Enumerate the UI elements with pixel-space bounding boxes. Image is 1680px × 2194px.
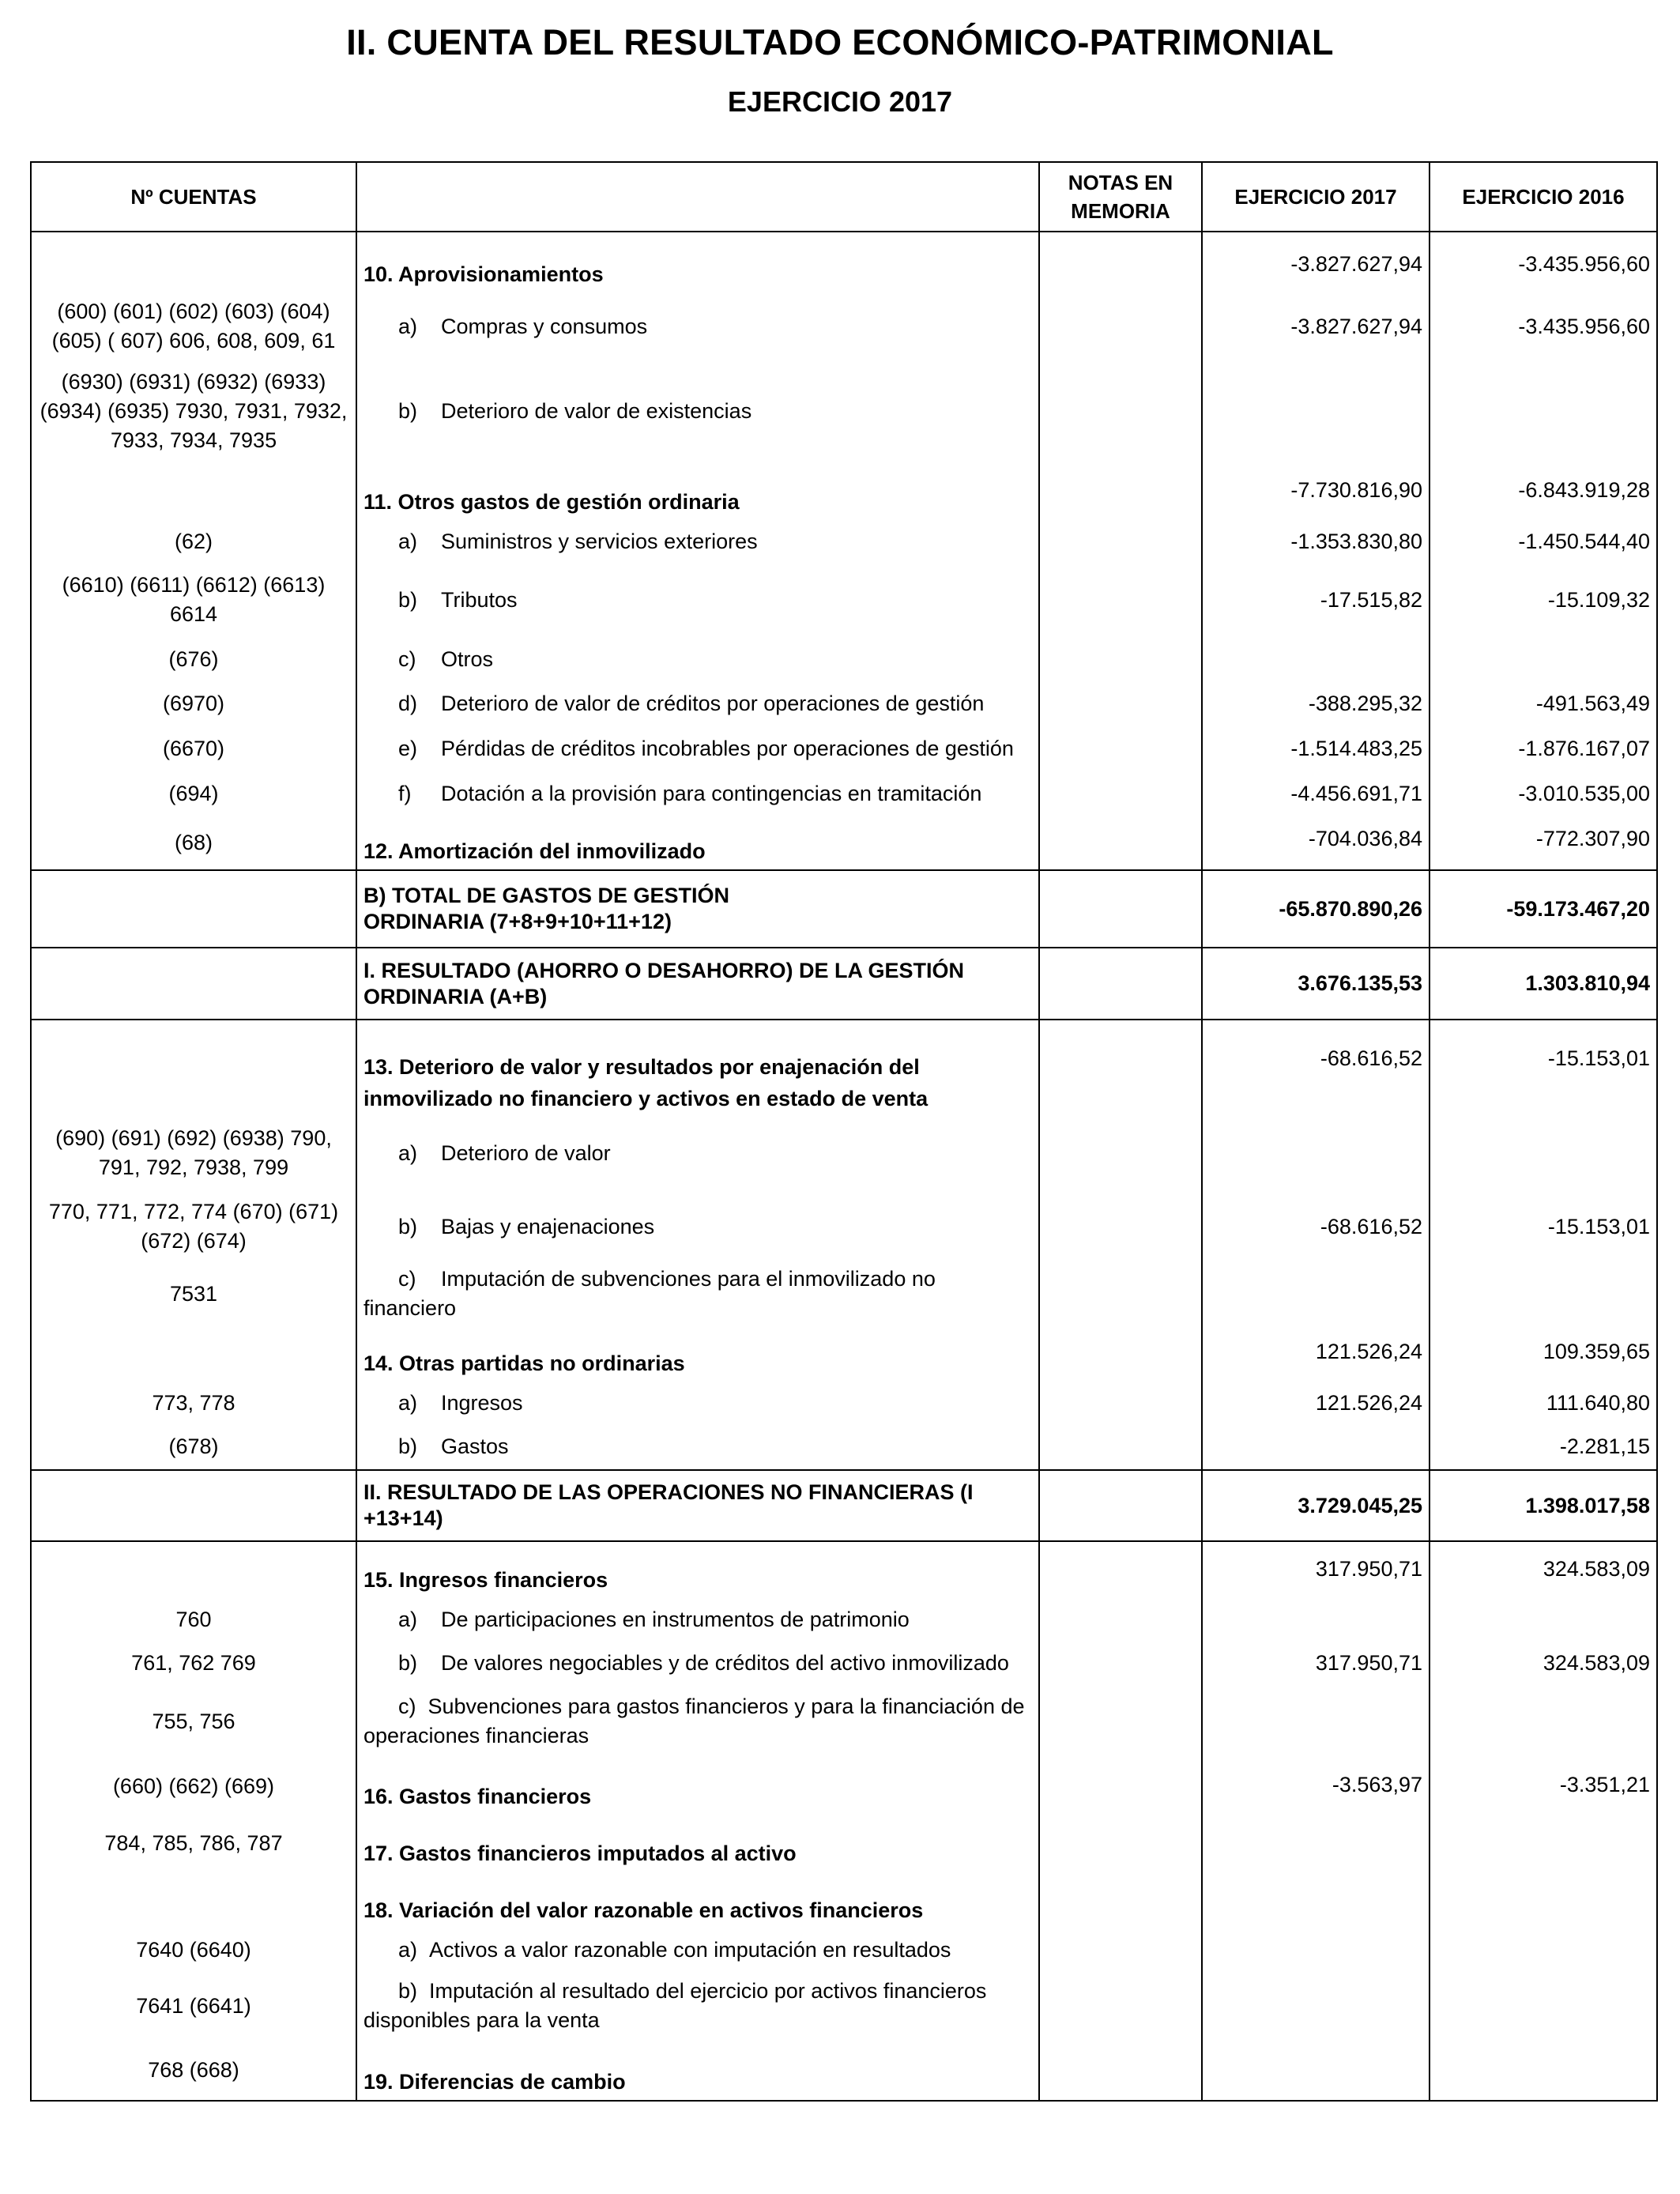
item-description (356, 1424, 1039, 1470)
value-2017: -3.563,97 (1202, 1758, 1430, 1815)
item-text: Deterioro de valor (441, 1140, 611, 1165)
account-cell: (6930) (6931) (6932) (6933) (6934) (6935) 7930, 7931, 7932, 7933, 7934, 7935 (31, 360, 356, 462)
value-2016: -772.307,90 (1430, 816, 1657, 870)
account-cell (31, 1470, 356, 1541)
item-description (356, 1598, 1039, 1641)
item-label: b) (398, 1650, 418, 1675)
notes-cell (1039, 1598, 1202, 1641)
item-description (356, 681, 1039, 726)
value-2017 (1202, 1598, 1430, 1641)
notes-cell (1039, 1928, 1202, 1971)
item-text: Subvenciones para gastos financieros y para la financiación de operaciones financieras (363, 1695, 1025, 1747)
table-row (31, 771, 1657, 816)
value-2017: -1.353.830,80 (1202, 520, 1430, 563)
table-header-row (31, 162, 1657, 232)
table-row (31, 1020, 1657, 1118)
table-row (31, 726, 1657, 771)
table-row (31, 462, 1657, 520)
account-cell: (690) (691) (692) (6938) 790, 791, 792, 7938, 799 (31, 1118, 356, 1189)
table-row (31, 520, 1657, 563)
item-label: a) (398, 1140, 418, 1165)
value-2017 (1202, 1424, 1430, 1470)
value-2016: -3.010.535,00 (1430, 771, 1657, 816)
item-label: c) (398, 1267, 416, 1291)
value-2017: -388.295,32 (1202, 681, 1430, 726)
item-label: b) (398, 1979, 418, 2003)
notes-cell (1039, 1541, 1202, 1598)
notes-cell (1039, 1641, 1202, 1685)
table-row (31, 681, 1657, 726)
table-row (31, 1541, 1657, 1598)
value-2017: 317.950,71 (1202, 1641, 1430, 1685)
value-2016: -1.876.167,07 (1430, 726, 1657, 771)
item-label: a) (398, 314, 418, 338)
value-2016: -15.109,32 (1430, 563, 1657, 637)
notes-cell (1039, 1265, 1202, 1323)
value-2016 (1430, 637, 1657, 681)
table-row (31, 1872, 1657, 1928)
item-label: b) (398, 1434, 418, 1458)
item-description (356, 1382, 1039, 1424)
value-2016: 111.640,80 (1430, 1382, 1657, 1424)
notes-cell (1039, 1323, 1202, 1382)
notes-cell (1039, 520, 1202, 563)
value-2017: -704.036,84 (1202, 816, 1430, 870)
item-label: a) (398, 1390, 418, 1415)
value-2017: -17.515,82 (1202, 563, 1430, 637)
account-cell (31, 232, 356, 292)
table-row (31, 948, 1657, 1020)
value-2017: 121.526,24 (1202, 1323, 1430, 1382)
account-cell: (6610) (6611) (6612) (6613) 6614 (31, 563, 356, 637)
value-2016 (1430, 1685, 1657, 1758)
value-2016 (1430, 1118, 1657, 1189)
item-description (356, 1971, 1039, 2041)
value-2017: 3.729.045,25 (1202, 1470, 1430, 1541)
item-label: b) (398, 398, 418, 423)
value-2017 (1202, 1971, 1430, 2041)
section-heading: 18. Variación del valor razonable en activos financieros (356, 1872, 1039, 1928)
notes-cell (1039, 637, 1202, 681)
value-2017 (1202, 1815, 1430, 1872)
account-cell: 755, 756 (31, 1685, 356, 1758)
account-cell (31, 1323, 356, 1382)
account-cell: 784, 785, 786, 787 (31, 1815, 356, 1872)
item-label: b) (398, 1214, 418, 1238)
item-text: De valores negociables y de créditos del activo inmovilizado (441, 1650, 1009, 1675)
item-label: b) (398, 587, 418, 612)
table-row (31, 1424, 1657, 1470)
value-2016: 324.583,09 (1430, 1541, 1657, 1598)
value-2017: -3.827.627,94 (1202, 292, 1430, 360)
value-2016: -15.153,01 (1430, 1020, 1657, 1118)
table-row (31, 1928, 1657, 1971)
page-subtitle: EJERCICIO 2017 (727, 85, 953, 118)
account-cell: (678) (31, 1424, 356, 1470)
account-cell: (68) (31, 816, 356, 870)
value-2017 (1202, 1928, 1430, 1971)
account-cell: 770, 771, 772, 774 (670) (671) (672) (674) (31, 1189, 356, 1265)
page-title: II. CUENTA DEL RESULTADO ECONÓMICO-PATRIMONIAL (346, 22, 1334, 62)
item-label: d) (398, 692, 418, 715)
item-text: Gastos (441, 1434, 509, 1458)
total-heading: B) TOTAL DE GASTOS DE GESTIÓN ORDINARIA (7+8+9+10+11+12) (356, 870, 1039, 948)
account-cell: 773, 778 (31, 1382, 356, 1424)
value-2016: 109.359,65 (1430, 1323, 1657, 1382)
value-2016 (1430, 360, 1657, 462)
value-2016 (1430, 1928, 1657, 1971)
notes-cell (1039, 1685, 1202, 1758)
value-2016: 324.583,09 (1430, 1641, 1657, 1685)
result-table (30, 161, 1658, 2102)
item-text: Bajas y enajenaciones (441, 1214, 655, 1238)
account-cell: (694) (31, 771, 356, 816)
value-2017: -3.827.627,94 (1202, 232, 1430, 292)
value-2016: 1.398.017,58 (1430, 1470, 1657, 1541)
item-label: c) (398, 1695, 416, 1718)
account-cell: (600) (601) (602) (603) (604) (605) ( 607) 606, 608, 609, 61 (31, 292, 356, 360)
notes-cell (1039, 360, 1202, 462)
table-row (31, 1758, 1657, 1815)
item-description (356, 1928, 1039, 1971)
item-text: Deterioro de valor de existencias (441, 398, 752, 423)
table-row (31, 1189, 1657, 1265)
item-description (356, 360, 1039, 462)
value-2017 (1202, 1685, 1430, 1758)
total-heading: I. RESULTADO (AHORRO O DESAHORRO) DE LA GESTIÓN ORDINARIA (A+B) (356, 948, 1039, 1020)
section-heading: 17. Gastos financieros imputados al activo (356, 1815, 1039, 1872)
section-heading: 15. Ingresos financieros (356, 1541, 1039, 1598)
table-row (31, 1815, 1657, 1872)
notes-cell (1039, 1382, 1202, 1424)
value-2017 (1202, 637, 1430, 681)
item-text: Imputación de subvenciones para el inmovilizado no financiero (363, 1267, 936, 1320)
value-2017: -65.870.890,26 (1202, 870, 1430, 948)
value-2016: -1.450.544,40 (1430, 520, 1657, 563)
item-description (356, 637, 1039, 681)
total-heading: II. RESULTADO DE LAS OPERACIONES NO FINANCIERAS (I +13+14) (356, 1470, 1039, 1541)
table-row (31, 1382, 1657, 1424)
value-2016: -3.435.956,60 (1430, 292, 1657, 360)
account-cell (31, 948, 356, 1020)
account-cell: (6970) (31, 681, 356, 726)
table-row (31, 1598, 1657, 1641)
header-cuentas: Nº CUENTAS (31, 162, 356, 232)
item-description (356, 1641, 1039, 1685)
item-text: De participaciones en instrumentos de patrimonio (441, 1607, 910, 1631)
notes-cell (1039, 563, 1202, 637)
notes-cell (1039, 292, 1202, 360)
value-2017: 3.676.135,53 (1202, 948, 1430, 1020)
item-description (356, 1265, 1039, 1323)
item-description (356, 771, 1039, 816)
notes-cell (1039, 1020, 1202, 1118)
item-text: Compras y consumos (441, 314, 648, 338)
notes-cell (1039, 771, 1202, 816)
notes-cell (1039, 1118, 1202, 1189)
notes-cell (1039, 948, 1202, 1020)
value-2017 (1202, 1265, 1430, 1323)
table-row (31, 232, 1657, 292)
notes-cell (1039, 726, 1202, 771)
header-descripcion (356, 162, 1039, 232)
table-row (31, 292, 1657, 360)
notes-cell (1039, 816, 1202, 870)
item-label: a) (398, 1607, 418, 1631)
table-row (31, 1323, 1657, 1382)
section-heading: 16. Gastos financieros (356, 1758, 1039, 1815)
table-row (31, 870, 1657, 948)
account-cell: 7531 (31, 1265, 356, 1323)
account-cell (31, 462, 356, 520)
value-2016 (1430, 1872, 1657, 1928)
section-heading: 13. Deterioro de valor y resultados por enajenación del inmovilizado no financiero y activos en estado de venta (356, 1020, 1039, 1118)
table-row (31, 1118, 1657, 1189)
section-heading: 12. Amortización del inmovilizado (356, 816, 1039, 870)
account-cell: 768 (668) (31, 2041, 356, 2101)
value-2017 (1202, 1118, 1430, 1189)
notes-cell (1039, 870, 1202, 948)
account-cell (31, 1541, 356, 1598)
item-text: Tributos (441, 587, 518, 612)
value-2016: -3.435.956,60 (1430, 232, 1657, 292)
value-2017: -7.730.816,90 (1202, 462, 1430, 520)
account-cell: 761, 762 769 (31, 1641, 356, 1685)
item-description (356, 726, 1039, 771)
table-row (31, 1265, 1657, 1323)
section-heading: 11. Otros gastos de gestión ordinaria (356, 462, 1039, 520)
item-label: a) (398, 529, 418, 553)
value-2016 (1430, 1815, 1657, 1872)
value-2017: -68.616,52 (1202, 1189, 1430, 1265)
table-row (31, 1971, 1657, 2041)
item-description (356, 563, 1039, 637)
section-heading: 10. Aprovisionamientos (356, 232, 1039, 292)
value-2016: -6.843.919,28 (1430, 462, 1657, 520)
item-text: Imputación al resultado del ejercicio por activos financieros disponibles para la venta (363, 1979, 987, 2032)
table-row (31, 1470, 1657, 1541)
notes-cell (1039, 2041, 1202, 2101)
value-2016 (1430, 2041, 1657, 2101)
value-2016: -491.563,49 (1430, 681, 1657, 726)
item-description (356, 292, 1039, 360)
section-heading: 19. Diferencias de cambio (356, 2041, 1039, 2101)
item-text: Pérdidas de créditos incobrables por operaciones de gestión (441, 737, 1014, 760)
table-row (31, 2041, 1657, 2101)
value-2016: -3.351,21 (1430, 1758, 1657, 1815)
notes-cell (1039, 1424, 1202, 1470)
value-2016: -15.153,01 (1430, 1189, 1657, 1265)
value-2016: 1.303.810,94 (1430, 948, 1657, 1020)
account-cell (31, 1872, 356, 1928)
item-text: Activos a valor razonable con imputación en resultados (429, 1937, 951, 1962)
item-label: c) (398, 647, 416, 671)
value-2016: -59.173.467,20 (1430, 870, 1657, 948)
item-description (356, 1685, 1039, 1758)
account-cell (31, 870, 356, 948)
account-cell: (6670) (31, 726, 356, 771)
item-description (356, 1189, 1039, 1265)
value-2016 (1430, 1265, 1657, 1323)
table-row (31, 1685, 1657, 1758)
table-row (31, 637, 1657, 681)
account-cell: (676) (31, 637, 356, 681)
item-text: Otros (441, 647, 494, 671)
item-label: a) (398, 1937, 418, 1962)
header-ejercicio-2016: EJERCICIO 2016 (1430, 162, 1657, 232)
notes-cell (1039, 1872, 1202, 1928)
item-description (356, 1118, 1039, 1189)
value-2017: 121.526,24 (1202, 1382, 1430, 1424)
account-cell: (62) (31, 520, 356, 563)
item-label: e) (398, 737, 418, 760)
value-2016: -2.281,15 (1430, 1424, 1657, 1470)
item-description (356, 520, 1039, 563)
value-2017: 317.950,71 (1202, 1541, 1430, 1598)
notes-cell (1039, 1189, 1202, 1265)
account-cell: 7641 (6641) (31, 1971, 356, 2041)
notes-cell (1039, 681, 1202, 726)
value-2017: -68.616,52 (1202, 1020, 1430, 1118)
notes-cell (1039, 232, 1202, 292)
section-heading: 14. Otras partidas no ordinarias (356, 1323, 1039, 1382)
value-2016 (1430, 1971, 1657, 2041)
notes-cell (1039, 1815, 1202, 1872)
header-ejercicio-2017: EJERCICIO 2017 (1202, 162, 1430, 232)
account-cell: (660) (662) (669) (31, 1758, 356, 1815)
item-label: f) (398, 782, 412, 805)
account-cell: 7640 (6640) (31, 1928, 356, 1971)
account-cell: 760 (31, 1598, 356, 1641)
item-text: Deterioro de valor de créditos por operaciones de gestión (441, 692, 985, 715)
value-2017 (1202, 1872, 1430, 1928)
header-notas: NOTAS EN MEMORIA (1039, 162, 1202, 232)
value-2017 (1202, 360, 1430, 462)
table-row (31, 563, 1657, 637)
item-text: Dotación a la provisión para contingencias en tramitación (441, 782, 982, 805)
value-2016 (1430, 1598, 1657, 1641)
notes-cell (1039, 462, 1202, 520)
item-text: Suministros y servicios exteriores (441, 529, 758, 553)
item-text: Ingresos (441, 1390, 523, 1415)
notes-cell (1039, 1470, 1202, 1541)
table-row (31, 360, 1657, 462)
table-row (31, 1641, 1657, 1685)
notes-cell (1039, 1758, 1202, 1815)
value-2017 (1202, 2041, 1430, 2101)
value-2017: -1.514.483,25 (1202, 726, 1430, 771)
notes-cell (1039, 1971, 1202, 2041)
value-2017: -4.456.691,71 (1202, 771, 1430, 816)
table-row (31, 816, 1657, 870)
account-cell (31, 1020, 356, 1118)
